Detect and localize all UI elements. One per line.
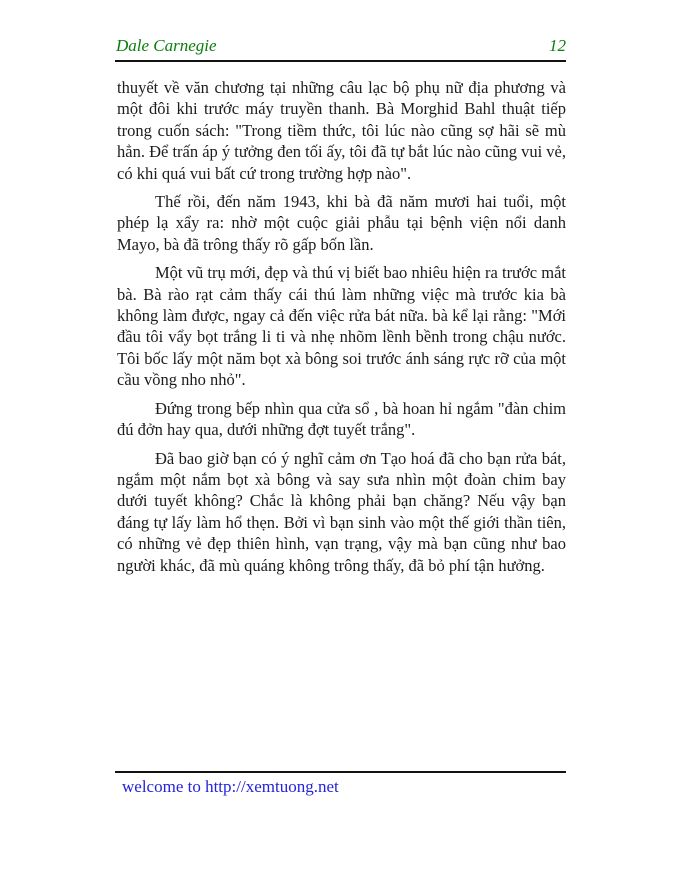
header-author: Dale Carnegie <box>116 36 217 55</box>
page-header <box>116 36 566 56</box>
footer-link[interactable]: welcome to http://xemtuong.net <box>122 777 339 796</box>
header-rule <box>115 60 566 62</box>
paragraph: Một vũ trụ mới, đẹp và thú vị biết bao nhiêu hiện ra trước mắt bà. Bà rào rạt cảm thấy cái thú làm những việc mà trước kia bà không làm được, ngay cả đến việc rửa bát nữa. bà kể lại rằng: "Mới đầu tôi vẩy bọt trắng li ti và nhẹ nhõm lềnh bềnh trong chậu nước. Tôi bốc lấy một năm bọt xà bông soi trước ánh sáng rực rỡ của một cầu vồng nho nhỏ". <box>117 263 566 390</box>
page-footer <box>122 777 339 797</box>
header-page-number: 12 <box>549 36 566 55</box>
paragraph: Thế rồi, đến năm 1943, khi bà đã năm mươi hai tuổi, một phép lạ xẩy ra: nhờ một cuộc giải phẫu tại bệnh viện nổi danh Mayo, bà đã trông thấy rõ gấp bốn lần. <box>117 192 566 254</box>
body-text <box>117 77 566 583</box>
paragraph: thuyết về văn chương tại những câu lạc bộ phụ nữ địa phương và một đôi khi trước máy truyền thanh. Bà Morghid Bahl thuật tiếp trong cuốn sách: "Trong tiềm thức, tôi lúc nào cũng sợ hãi sẽ mù hẳn. Để trấn áp ý tưởng đen tối ấy, tôi đã tự bắt lúc nào cũng vui vẻ, có khi quá vui bất cứ trong trường hợp nào". <box>117 78 566 183</box>
footer-rule <box>115 771 566 773</box>
paragraph: Đã bao giờ bạn có ý nghĩ cảm ơn Tạo hoá đã cho bạn rửa bát, ngắm một nắm bọt xà bông và say sưa nhìn một đoàn chim bay dưới tuyết không? Chắc là không phải bạn chăng? Nếu vậy bạn đáng tự lấy làm hổ thẹn. Bởi vì bạn sinh vào một thế giới thần tiên, có những vẻ đẹp thiên hình, vạn trạng, vậy mà bạn cũng như bao người khác, đã mù quáng không trông thấy, đã bỏ phí tận hưởng. <box>117 448 566 575</box>
paragraph: Đứng trong bếp nhìn qua cửa sổ , bà hoan hỉ ngắm "đàn chim đú đởn hay qua, dưới những đợt tuyết trắng". <box>117 398 566 440</box>
